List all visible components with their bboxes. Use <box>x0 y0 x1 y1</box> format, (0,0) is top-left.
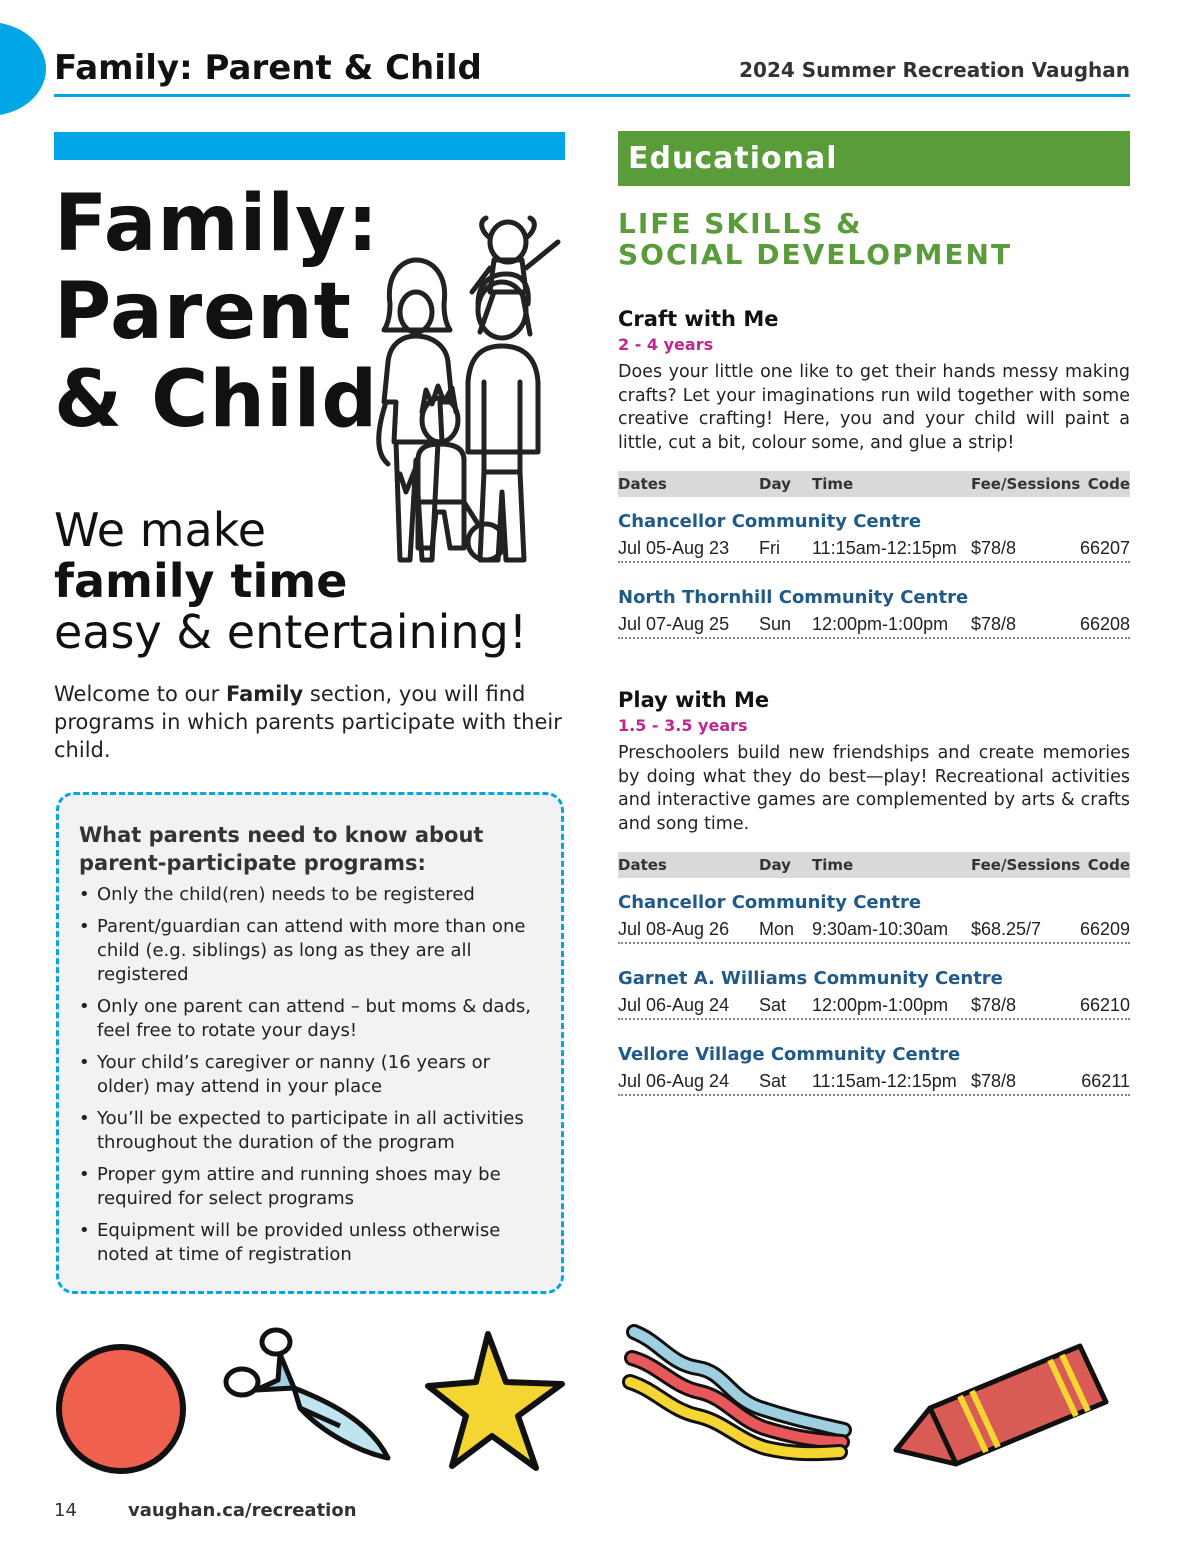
list-item: • You’ll be expected to participate in all activities throughout the duration of the program <box>79 1108 524 1153</box>
cell-dates: Jul 05-Aug 23 <box>618 537 730 558</box>
cell-code: 66207 <box>1079 537 1130 558</box>
location-name: Garnet A. Williams Community Centre <box>618 968 1003 989</box>
table-header <box>618 852 1130 878</box>
col-time: Time <box>812 475 854 493</box>
page-title <box>54 180 379 444</box>
program-craft-with-me <box>618 307 1130 639</box>
crayon-icon <box>890 1340 1114 1470</box>
location-name: North Thornhill Community Centre <box>618 587 969 608</box>
cell-dates: Jul 06-Aug 24 <box>618 1070 730 1091</box>
tagline <box>54 505 527 658</box>
col-dates: Dates <box>618 856 667 874</box>
tagline-line-3: easy & entertaining! <box>54 605 528 659</box>
cell-fee: $78/8 <box>971 537 1017 558</box>
red-circle-icon <box>52 1340 190 1478</box>
program-age: 1.5 - 3.5 years <box>618 716 748 735</box>
header-section-title: Family: Parent & Child <box>54 48 482 88</box>
col-fee: Fee/Sessions <box>971 475 1081 493</box>
cell-dates: Jul 06-Aug 24 <box>618 994 730 1015</box>
page-title-line-1: Family: <box>54 179 380 269</box>
location-name: Chancellor Community Centre <box>618 511 922 532</box>
cell-time: 11:15am-12:15pm <box>812 537 957 558</box>
tagline-line-1: We make <box>54 503 267 557</box>
col-code: Code <box>1087 856 1130 874</box>
cell-day: Mon <box>759 918 795 939</box>
list-item: • Your child’s caregiver or nanny (16 years or older) may attend in your place <box>79 1052 491 1097</box>
page-title-line-3: & Child <box>54 355 379 445</box>
header-rule <box>54 94 1130 97</box>
col-code: Code <box>1087 475 1130 493</box>
list-item: • Proper gym attire and running shoes may be required for select programs <box>79 1164 501 1209</box>
cell-day: Fri <box>759 537 780 558</box>
section-tab-marker <box>0 22 46 116</box>
welcome-text-bold: Family <box>225 682 304 706</box>
cell-fee: $78/8 <box>971 1070 1017 1091</box>
page-title-line-2: Parent <box>54 267 352 357</box>
list-item: • Only one parent can attend – but moms & dads, feel free to rotate your days! <box>79 996 531 1041</box>
cell-day: Sat <box>759 1070 787 1091</box>
category-subtitle-line-1: LIFE SKILLS & <box>618 207 863 240</box>
table-header <box>618 471 1130 497</box>
paint-squiggle-icon <box>620 1318 860 1478</box>
location-name: Chancellor Community Centre <box>618 892 922 913</box>
page-number: 14 <box>54 1500 77 1521</box>
table-row <box>618 992 1130 1020</box>
col-dates: Dates <box>618 475 667 493</box>
category-subtitle <box>618 208 1012 270</box>
table-row <box>618 535 1130 563</box>
cell-day: Sun <box>759 613 792 634</box>
program-age: 2 - 4 years <box>618 335 714 354</box>
cell-code: 66208 <box>1079 613 1130 634</box>
star-icon <box>422 1328 572 1473</box>
category-subtitle-line-2: SOCIAL DEVELOPMENT <box>618 238 1013 271</box>
scissors-icon <box>220 1322 400 1472</box>
header-publication: 2024 Summer Recreation Vaughan <box>739 58 1130 82</box>
program-name: Play with Me <box>618 688 770 712</box>
cell-fee: $78/8 <box>971 613 1017 634</box>
cell-code: 66211 <box>1081 1070 1130 1091</box>
table-row <box>618 1068 1130 1096</box>
footer-url[interactable]: vaughan.ca/recreation <box>128 1500 357 1521</box>
category-banner: Educational <box>618 131 1130 186</box>
cell-fee: $78/8 <box>971 994 1017 1015</box>
cell-time: 12:00pm-1:00pm <box>812 613 949 634</box>
welcome-text-post: section, you will find programs in which parents participate with their child. <box>54 682 562 762</box>
cell-time: 11:15am-12:15pm <box>812 1070 957 1091</box>
tagline-line-2: family time <box>54 554 348 608</box>
cell-code: 66209 <box>1079 918 1130 939</box>
program-description: Does your little one like to get their hands messy making crafts? Let your imaginations run wild together with some creative crafting! Here, you and your child will paint a little, cut a bit, colour some, and glue a strip! <box>618 362 1130 453</box>
program-name: Craft with Me <box>618 307 779 331</box>
col-fee: Fee/Sessions <box>971 856 1081 874</box>
info-list <box>79 883 541 1267</box>
cell-fee: $68.25/7 <box>971 918 1042 939</box>
info-box-title: What parents need to know about parent-participate programs: <box>79 823 484 875</box>
program-play-with-me <box>618 688 1130 1096</box>
program-description: Preschoolers build new friendships and create memories by doing what they do best—play! Recreational activities and interactive games are complemented by arts & crafts and song time. <box>618 743 1130 834</box>
table-row <box>618 916 1130 944</box>
table-row <box>618 611 1130 639</box>
col-time: Time <box>812 856 854 874</box>
cell-dates: Jul 08-Aug 26 <box>618 918 730 939</box>
list-item: • Equipment will be provided unless otherwise noted at time of registration <box>79 1220 501 1265</box>
welcome-text-pre: Welcome to our <box>54 682 226 706</box>
col-day: Day <box>759 856 791 874</box>
location-name: Vellore Village Community Centre <box>618 1044 961 1065</box>
cell-time: 12:00pm-1:00pm <box>812 994 949 1015</box>
cell-dates: Jul 07-Aug 25 <box>618 613 730 634</box>
cell-code: 66210 <box>1079 994 1130 1015</box>
list-item: • Parent/guardian can attend with more than one child (e.g. siblings) as long as they are all registered <box>79 916 526 985</box>
welcome-paragraph <box>54 680 574 764</box>
list-item: • Only the child(ren) needs to be registered <box>79 884 475 905</box>
col-day: Day <box>759 475 791 493</box>
parent-info-box <box>56 792 564 1294</box>
accent-bar <box>54 132 565 160</box>
cell-day: Sat <box>759 994 787 1015</box>
cell-time: 9:30am-10:30am <box>812 918 949 939</box>
